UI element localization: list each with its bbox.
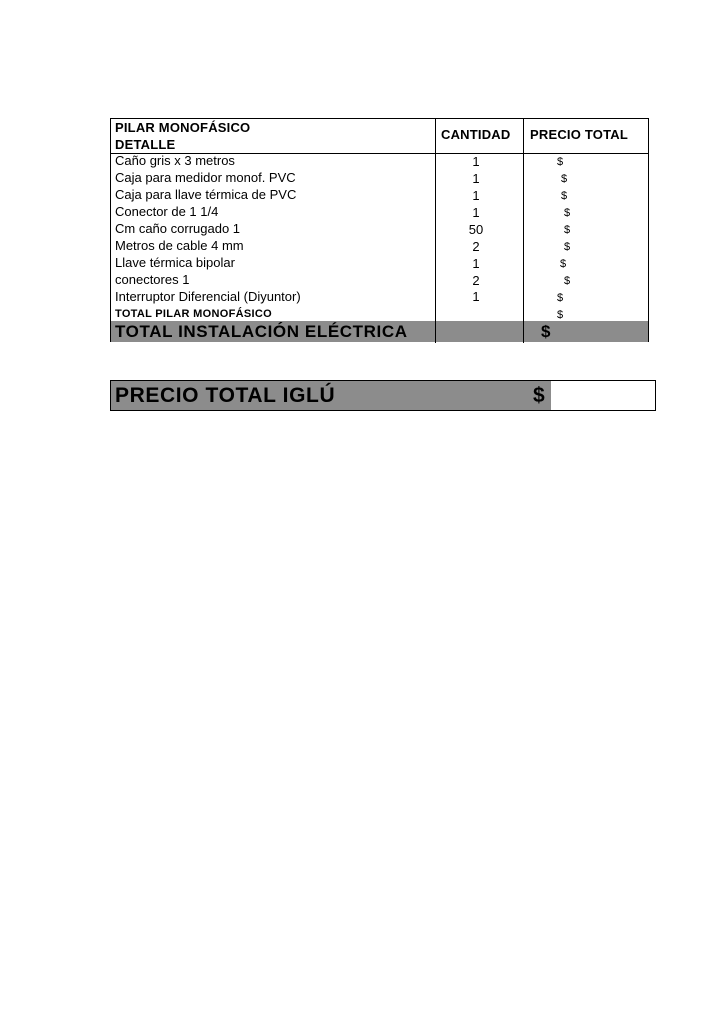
precio-total-iglu-label: PRECIO TOTAL IGLÚ: [115, 384, 336, 407]
row-precio: $: [561, 190, 568, 202]
subtotal-label: TOTAL PILAR MONOFÁSICO: [115, 308, 272, 320]
table-title: PILAR MONOFÁSICO: [115, 120, 251, 135]
subtotal-precio: $: [557, 309, 564, 321]
col-header-cantidad: CANTIDAD: [441, 127, 511, 142]
row-cantidad: 1: [472, 205, 480, 220]
precio-total-iglu-precio: $: [533, 384, 546, 407]
row-cantidad: 1: [472, 171, 480, 186]
col-header-detalle: DETALLE: [115, 137, 176, 152]
row-detalle: Interruptor Diferencial (Diyuntor): [115, 289, 301, 304]
row-precio: $: [564, 207, 571, 219]
row-precio: $: [561, 173, 568, 185]
row-cantidad: 1: [472, 188, 480, 203]
row-precio: $: [557, 156, 564, 168]
row-cantidad: 2: [472, 239, 480, 254]
row-detalle: Caja para llave térmica de PVC: [115, 187, 297, 202]
row-precio: $: [564, 275, 571, 287]
total-instalacion-row: [111, 321, 648, 342]
total-instalacion-precio: $: [541, 322, 551, 341]
pilar-monofasico-table: [110, 118, 649, 342]
row-precio: $: [557, 292, 564, 304]
row-detalle: Llave térmica bipolar: [115, 255, 235, 270]
row-cantidad: 1: [472, 256, 480, 271]
row-cantidad: 2: [472, 273, 480, 288]
row-cantidad: 50: [468, 222, 484, 237]
row-detalle: Caja para medidor monof. PVC: [115, 170, 296, 185]
total-row-divider: [435, 321, 436, 343]
precio-total-iglu-row: [110, 380, 656, 411]
row-detalle: Cm caño corrugado 1: [115, 221, 241, 236]
row-precio: $: [564, 224, 571, 236]
col-header-precio-total: PRECIO TOTAL: [530, 127, 628, 142]
row-cantidad: 1: [472, 289, 480, 304]
row-precio: $: [564, 241, 571, 253]
row-precio: $: [560, 258, 567, 270]
row-detalle: conectores 1: [115, 272, 190, 287]
precio-total-iglu-value-cell: [551, 381, 655, 410]
row-detalle: Caño gris x 3 metros: [115, 153, 235, 168]
total-row-divider: [523, 321, 524, 343]
row-detalle: Conector de 1 1/4: [115, 204, 219, 219]
total-instalacion-label: TOTAL INSTALACIÓN ELÉCTRICA: [115, 322, 408, 341]
row-detalle: Metros de cable 4 mm: [115, 238, 244, 253]
row-cantidad: 1: [472, 154, 480, 169]
